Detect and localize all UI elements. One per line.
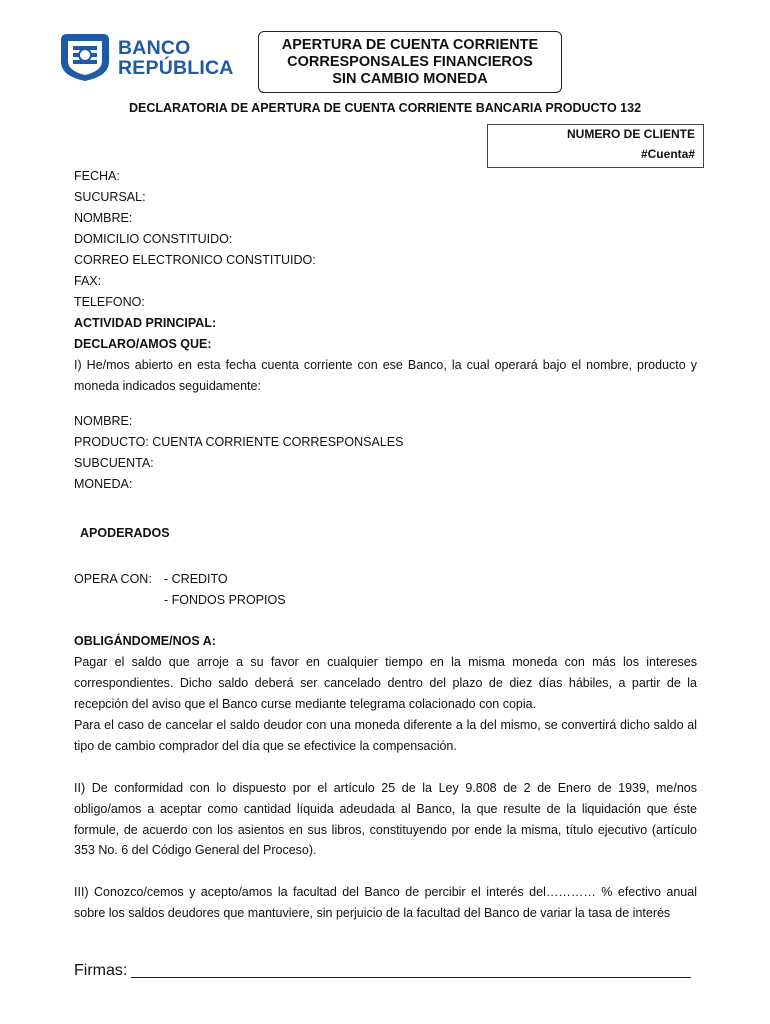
opera-option-credito: - CREDITO <box>164 572 228 586</box>
account-nombre: NOMBRE: <box>74 414 133 428</box>
account-subcuenta: SUBCUENTA: <box>74 456 154 470</box>
obligandome-heading: OBLIGÁNDOME/NOS A: <box>74 634 216 648</box>
brand-line-1: BANCO <box>118 37 191 59</box>
client-number-value: #Cuenta# <box>640 147 695 161</box>
field-correo: CORREO ELECTRONICO CONSTITUIDO: <box>74 253 316 267</box>
client-number-box <box>487 124 704 168</box>
title-line-3: SIN CAMBIO MONEDA <box>332 70 488 87</box>
apoderados-heading: APODERADOS <box>80 526 170 540</box>
firmas-label: Firmas: <box>74 962 128 979</box>
document-heading: DECLARATORIA DE APERTURA DE CUENTA CORRIENTE BANCARIA PRODUCTO 132 <box>128 101 642 115</box>
paragraph-4: II) De conformidad con lo dispuesto por el artículo 25 de la Ley 9.808 de 2 de Enero de 1939, me/nos obligo/amos a aceptar como cantidad líquida adeudada al Banco, la que resulte de la liquidación que éste formule, de acuerdo con los asientos en sus libros, constituyendo por ende la misma, título ejecutivo (artículo 353 No. 6 del Código General del Proceso). <box>74 781 697 858</box>
declaro-heading: DECLARO/AMOS QUE: <box>74 337 212 351</box>
field-sucursal: SUCURSAL: <box>74 190 146 204</box>
field-fecha: FECHA: <box>74 169 120 183</box>
field-fax: FAX: <box>74 274 102 288</box>
field-domicilio: DOMICILIO CONSTITUIDO: <box>74 232 233 246</box>
opera-con-label: OPERA CON: <box>74 572 152 586</box>
paragraph-2: Pagar el saldo que arroje a su favor en cualquier tiempo en la misma moneda con más los intereses correspondientes. Dicho saldo deberá ser cancelado dentro del plazo de diez días hábiles, a partir de la recepción del aviso que el Banco curse mediante telegrama colacionado con copia. <box>74 655 697 711</box>
title-line-2: CORRESPONSALES FINANCIEROS <box>287 53 533 70</box>
paragraph-3: Para el caso de cancelar el saldo deudor con una moneda diferente a la del mismo, se convertirá dicho saldo al tipo de cambio comprador del día que se efectivice la compensación. <box>74 718 697 753</box>
account-producto: PRODUCTO: CUENTA CORRIENTE CORRESPONSALES <box>74 435 404 449</box>
field-telefono: TELEFONO: <box>74 295 145 309</box>
paragraph-5: III) Conozco/cemos y acepto/amos la facultad del Banco de percibir el interés del………… % efectivo anual sobre los saldos deudores que mantuviere, sin perjuicio de la facultad del Banco de variar la tasa de interés <box>74 885 697 920</box>
document-title-box <box>258 31 562 93</box>
brand-line-2: REPÚBLICA <box>118 57 234 79</box>
field-nombre: NOMBRE: <box>74 211 133 225</box>
field-actividad-principal: ACTIVIDAD PRINCIPAL: <box>74 316 217 330</box>
opera-option-fondos-propios: - FONDOS PROPIOS <box>164 593 286 607</box>
account-moneda: MONEDA: <box>74 477 133 491</box>
client-number-label: NUMERO DE CLIENTE <box>566 127 695 141</box>
signature-line[interactable] <box>131 977 691 978</box>
title-line-1: APERTURA DE CUENTA CORRIENTE <box>281 36 539 53</box>
brand-name <box>118 38 234 78</box>
paragraph-1: I) He/mos abierto en esta fecha cuenta corriente con ese Banco, la cual operará bajo el nombre, producto y moneda indicados seguidamente: <box>74 358 697 393</box>
